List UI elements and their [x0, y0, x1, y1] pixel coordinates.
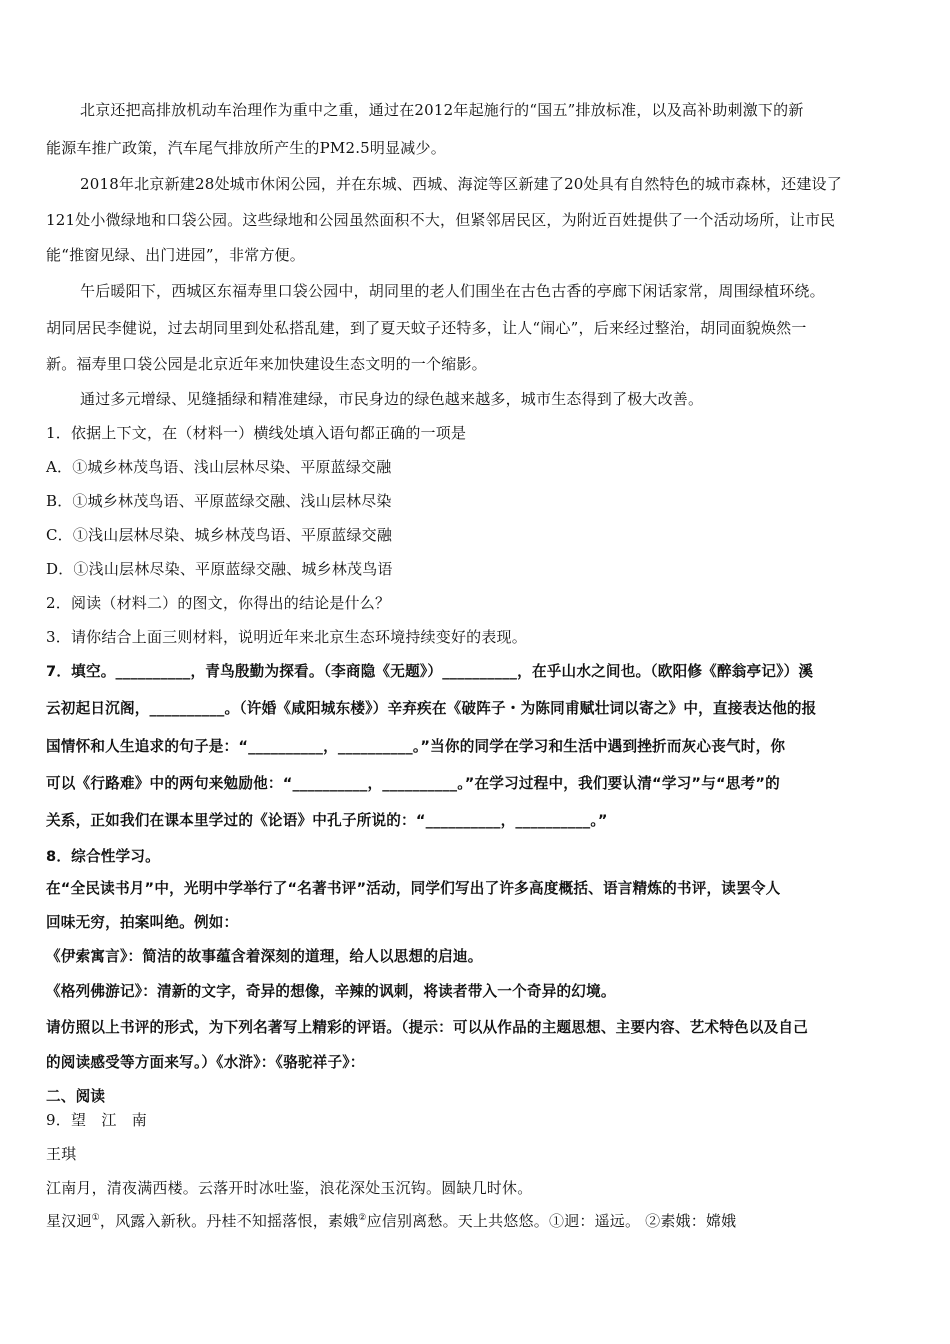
question-7-line2: 云初起日沉阁，__________。（许婚《咸阳城东楼》）辛弃疾在《破阵子・为陈同甫赋壮词以寄之》中，直接表达他的报 — [46, 700, 817, 717]
question-1-option-a: A．①城乡林茂鸟语、浅山层林尽染、平原蓝绿交融 — [46, 458, 392, 476]
material-p4: 通过多元增绿、见缝插绿和精准建绿，市民身边的绿色越来越多，城市生态得到了极大改善。 — [80, 390, 704, 408]
poem-line-2-part-c: 应信别离愁。天上共悠悠。①迥：遥远。 ②素娥：嫦娥 — [366, 1212, 737, 1230]
question-1-stem: 1．依据上下文，在（材料一）横线处填入语句都正确的一项是 — [46, 424, 467, 442]
poem-line-2-part-a: 星汉迥 — [46, 1212, 92, 1230]
question-8-line1: 在“全民读书月”中，光明中学举行了“名著书评”活动，同学们写出了许多高度概括、语言精炼的书评，读罢令人 — [46, 880, 781, 897]
poem-line-1: 江南月，清夜满西楼。云落开时冰吐鉴，浪花深处玉沉钩。圆缺几时休。 — [46, 1179, 533, 1197]
question-7-line5: 关系，正如我们在课本里学过的《论语》中孔子所说的：“__________，__________。” — [46, 812, 608, 829]
question-9-title: 9．望 江 南 — [46, 1111, 147, 1129]
material-p1-line2: 能源车推广政策，汽车尾气排放所产生的PM2.5明显减少。 — [46, 139, 446, 157]
question-8-title: 8．综合性学习。 — [46, 848, 160, 865]
material-p2-line2: 121处小微绿地和口袋公园。这些绿地和公园虽然面积不大，但紧邻居民区，为附近百姓提供了一个活动场所，让市民 — [46, 211, 836, 229]
poem-line-2 — [46, 1210, 910, 1232]
material-p3-line2: 胡同居民李健说，过去胡同里到处私搭乱建，到了夏天蚊子还特多，让人“闹心”，后来经过整治，胡同面貌焕然一 — [46, 319, 807, 337]
material-p2-line3: 能“推窗见绿、出门进园”，非常方便。 — [46, 246, 305, 264]
material-p2-line1: 2018年北京新建28处城市休闲公园，并在东城、西城、海淀等区新建了20处具有自然特色的城市森林，还建设了 — [80, 175, 842, 193]
footnote-marker-2: ② — [358, 1213, 367, 1223]
question-7-line4: 可以《行路难》中的两句来勉励他：“__________，__________。”在学习过程中，我们要认清“学习”与“思考”的 — [46, 775, 780, 792]
question-1-option-b: B．①城乡林茂鸟语、平原蓝绿交融、浅山层林尽染 — [46, 492, 392, 510]
poem-author: 王琪 — [46, 1145, 77, 1163]
question-8-line6: 的阅读感受等方面来写。）《水浒》：《骆驼祥子》： — [46, 1054, 365, 1071]
question-3: 3．请你结合上面三则材料，说明近年来北京生态环境持续变好的表现。 — [46, 628, 527, 646]
footnote-marker-1: ① — [91, 1213, 100, 1223]
material-p1-line1: 北京还把高排放机动车治理作为重中之重，通过在2012年起施行的“国五”排放标准，以及高补助刺激下的新 — [80, 101, 804, 119]
material-p3-line1: 午后暖阳下，西城区东福寿里口袋公园中，胡同里的老人们围坐在古色古香的亭廊下闲话家常，周围绿植环绕。 — [80, 282, 825, 300]
material-p3-line3: 新。福寿里口袋公园是北京近年来加快建设生态文明的一个缩影。 — [46, 355, 487, 373]
question-8-example-1: 《伊索寓言》：简洁的故事蕴含着深刻的道理，给人以思想的启迪。 — [46, 948, 483, 965]
question-8-line2: 回味无穷，拍案叫绝。例如： — [46, 914, 239, 931]
section-2-heading: 二、阅读 — [46, 1088, 106, 1105]
question-7-line1: 7．填空。__________，青鸟殷勤为探看。（李商隐《无题》）__________，在乎山水之间也。（欧阳修《醉翁亭记》）溪 — [46, 663, 814, 680]
question-1-option-d: D．①浅山层林尽染、平原蓝绿交融、城乡林茂鸟语 — [46, 560, 393, 578]
question-7-line3: 国情怀和人生追求的句子是：“__________，__________。”当你的同学在学习和生活中遇到挫折而灰心丧气时，你 — [46, 738, 786, 755]
poem-line-2-part-b: ，风露入新秋。丹桂不知摇落恨，素娥 — [99, 1212, 359, 1230]
question-8-example-2: 《格列佛游记》：清新的文字，奇异的想像，辛辣的讽刺，将读者带入一个奇异的幻境。 — [46, 983, 616, 1000]
question-8-line5: 请仿照以上书评的形式，为下列名著写上精彩的评语。（提示：可以从作品的主题思想、主要内容、艺术特色以及自己 — [46, 1019, 808, 1036]
question-1-option-c: C．①浅山层林尽染、城乡林茂鸟语、平原蓝绿交融 — [46, 526, 393, 544]
question-2: 2．阅读（材料二）的图文，你得出的结论是什么？ — [46, 594, 391, 612]
